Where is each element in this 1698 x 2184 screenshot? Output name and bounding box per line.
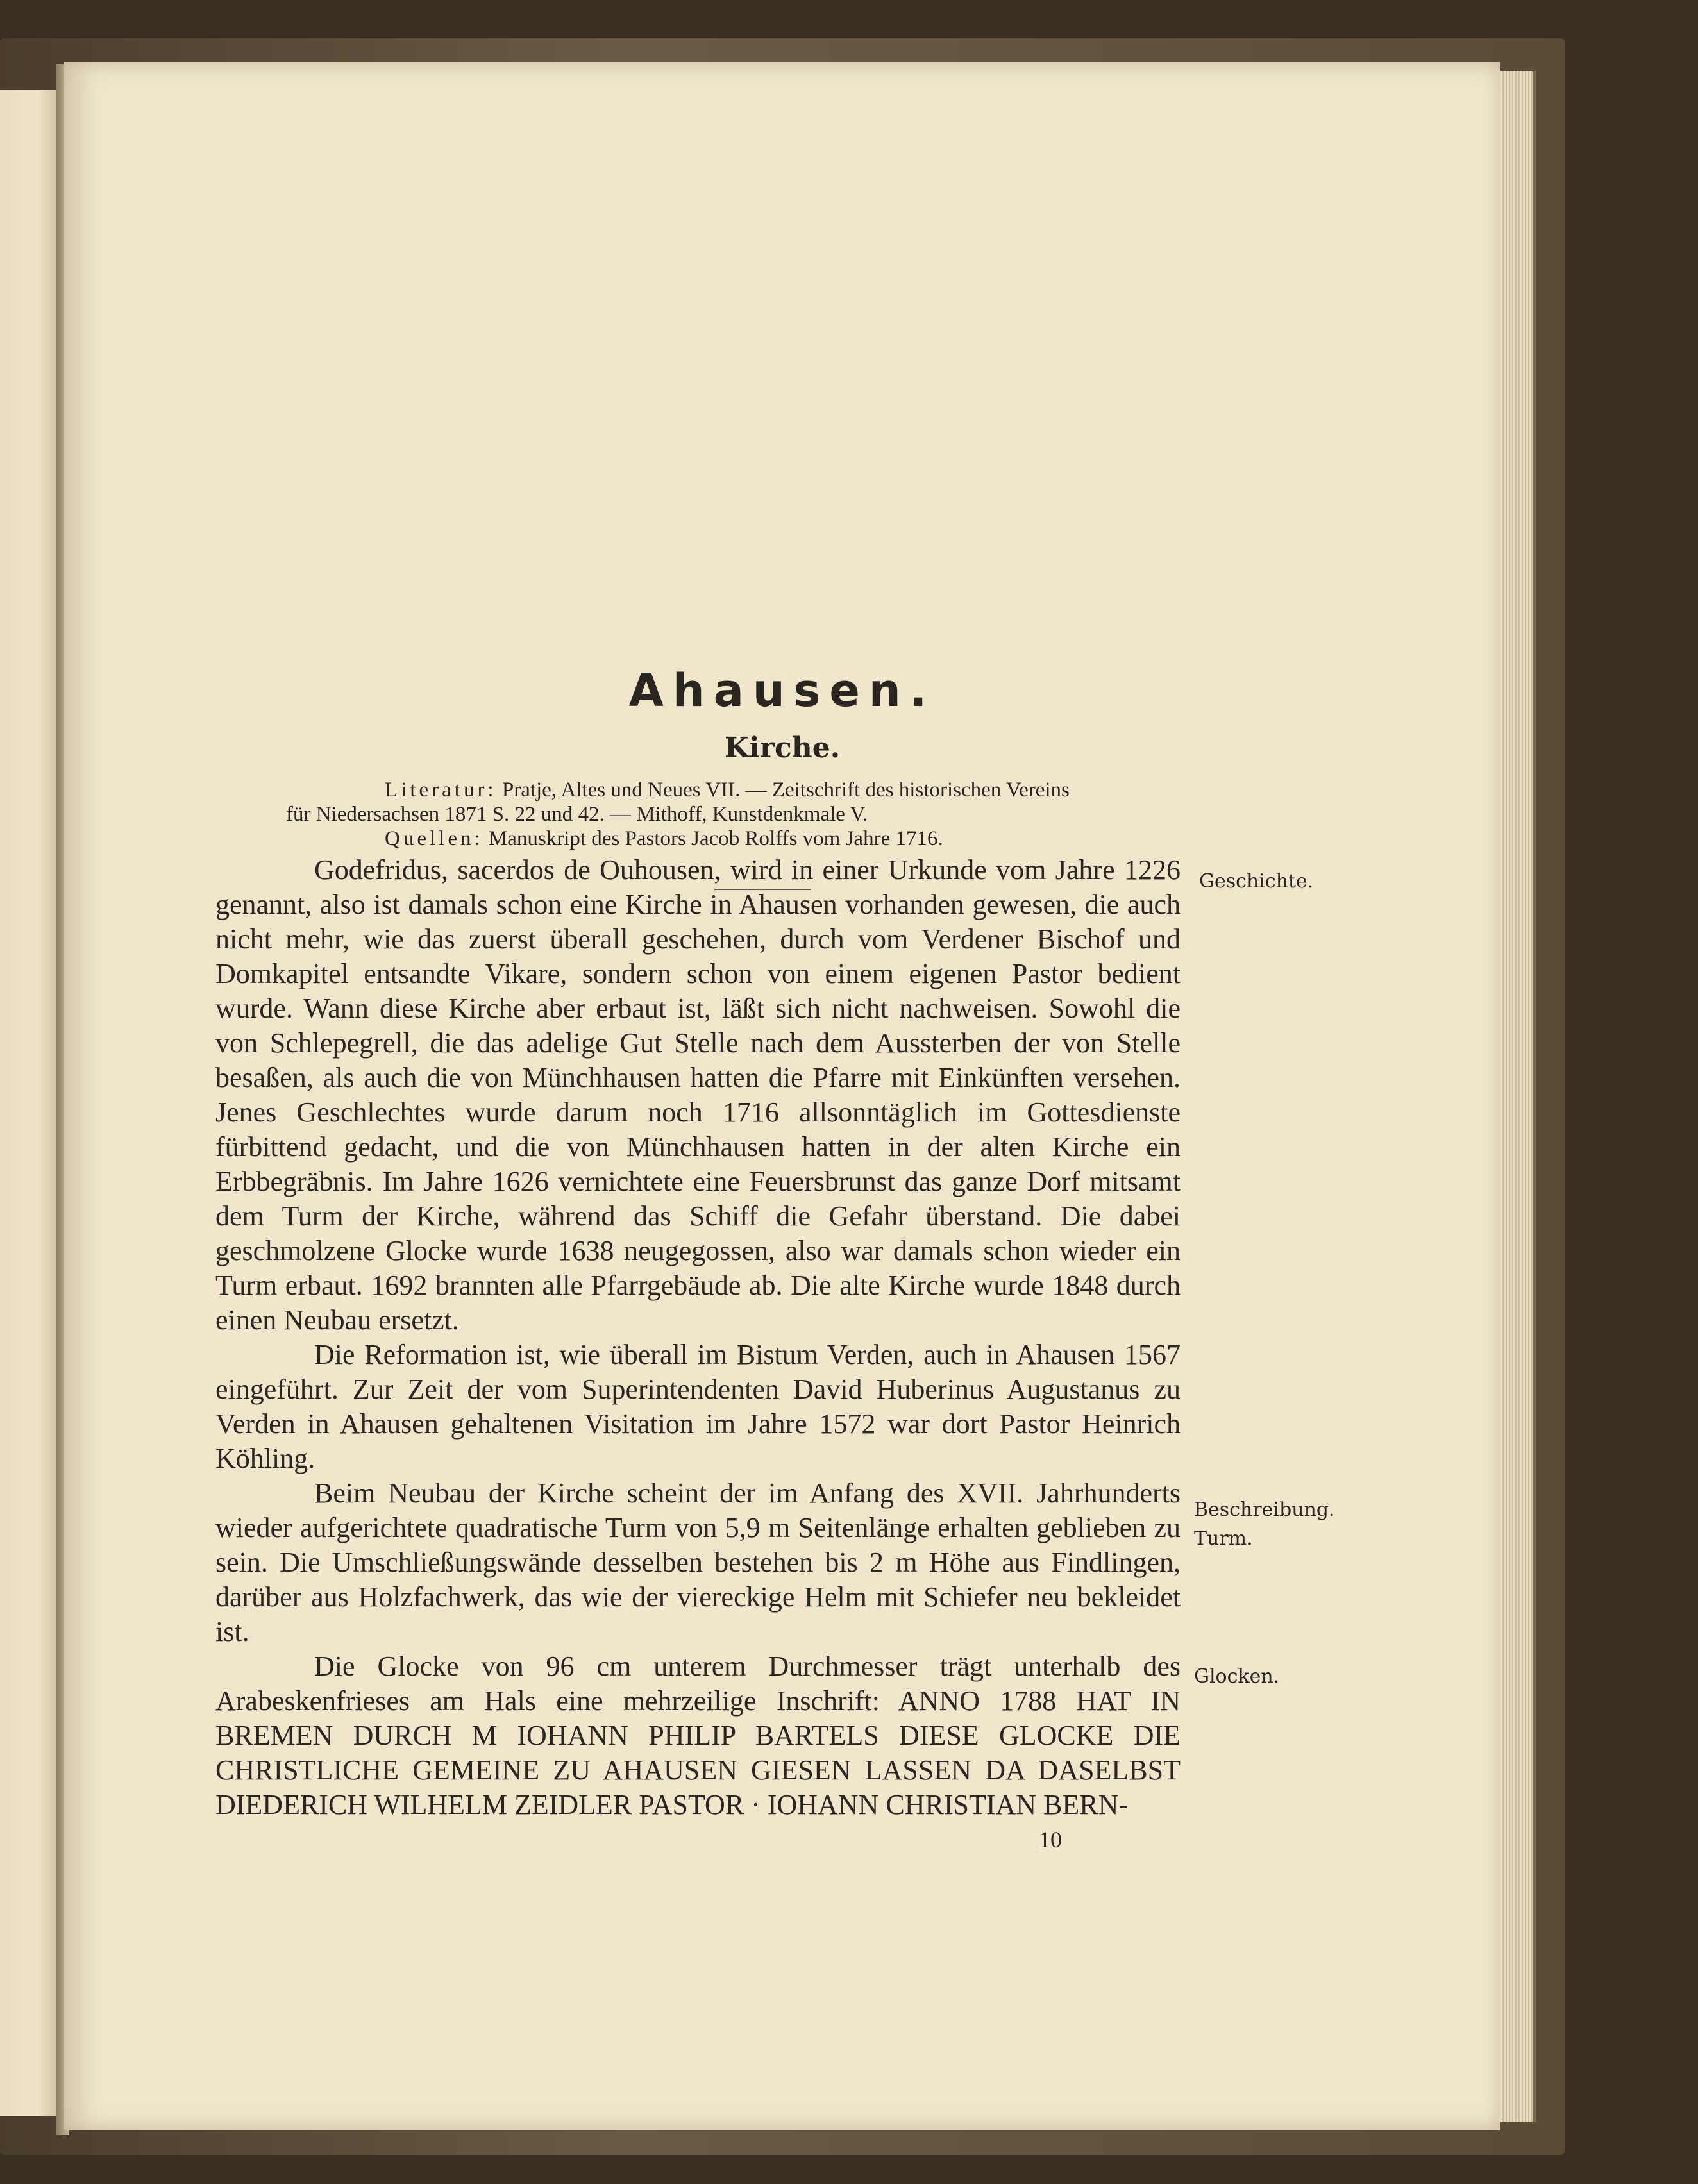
paragraph-history: Godefridus, sacerdos de Ouhousen, wird in einer Urkunde vom Jahre 1226 genannt, also ist damals schon eine Kirche in Ahausen vorhanden gewesen, die auch nicht mehr, wie das zuerst überall geschehen, durch vom Verdener Bischof und Domkapitel entsandte Vikare, sondern schon von einem eigenen Pastor bedient wurde. Wann diese Kirche aber erbaut ist, läßt sich nicht nachweisen. Sowohl die von Schlepegrell, die das adelige Gut Stelle nach dem Aussterben der von Stelle besaßen, als auch die von Münchhausen hatten die Pfarre mit Einkünften versehen. Jenes Geschlechtes wurde darum noch 1716 allsonntäglich im Gottesdienste fürbittend gedacht, und die von Münchhausen hatten in der alten Kirche ein Erbbegräbnis. Im Jahre 1626 vernichtete eine Feuersbrunst das ganze Dorf mitsamt dem Turm der Kirche, während das Schiff die Gefahr überstand. Die dabei geschmolzene Glocke wurde 1638 neugegossen, also war damals schon wieder ein Turm erbaut. 1692 brannten alle Pfarrgebäude ab. Die alte Kirche wurde 1848 durch einen Neubau ersetzt.: [215, 854, 1181, 1336]
literature-text-1: Pratje, Altes und Neues VII. — Zeitschrift des historischen Vereins: [501, 778, 1070, 802]
section-subtitle: Kirche.: [724, 732, 841, 764]
sources-label: Quellen:: [385, 827, 483, 850]
page-title: Ahausen.: [628, 664, 936, 717]
margin-note-geschichte: Geschichte.: [1199, 870, 1314, 893]
paragraph-reformation: Die Reformation ist, wie überall im Bistum Verden, auch in Ahausen 1567 eingeführt. Zur Zeit der vom Superintendenten David Huberinus Augustanus zu Verden in Ahausen gehaltenen Visitation im Jahre 1572 war dort Pastor Heinrich Köhling.: [215, 1339, 1181, 1474]
literature-block: [286, 778, 1248, 851]
paragraph-bells: Die Glocke von 96 cm unterem Durchmesser trägt unterhalb des Arabeskenfrieses am Hals eine mehrzeilige Inschrift: ANNO 1788 HAT IN BREMEN DURCH M IOHANN PHILIP BARTELS DIESE GLOCKE DIE CHRISTLICHE GEMEINE ZU AHAUSEN GIESEN LASSEN DA DASELBST DIEDERICH WILHELM ZEIDLER PASTOR · IOHANN CHRISTIAN BERN-: [215, 1651, 1181, 1820]
margin-note-glocken: Glocken.: [1194, 1665, 1280, 1688]
literature-label: Literatur:: [385, 778, 497, 802]
paragraph-description: Beim Neubau der Kirche scheint der im Anfang des XVII. Jahrhunderts wieder aufgerichtete quadratische Turm von 5,9 m Seitenlänge erhalten geblieben zu sein. Die Umschließungswände desselben bestehen bis 2 m Höhe aus Findlingen, darüber aus Holzfachwerk, das wie der viereckige Helm mit Schiefer neu bekleidet ist.: [215, 1477, 1181, 1647]
sources-text: Manuskript des Pastors Jacob Rolffs vom Jahre 1716.: [488, 827, 943, 850]
margin-note-beschreibung: Beschreibung.: [1194, 1499, 1335, 1521]
book-page: [64, 62, 1500, 2130]
left-page-edge: [0, 90, 62, 2116]
page-number: 10: [1039, 1827, 1062, 1852]
body-text: [215, 853, 1181, 1822]
sources-line: [286, 827, 1248, 851]
literature-line-1: [286, 778, 1248, 802]
margin-note-turm: Turm.: [1194, 1527, 1253, 1550]
literature-line-2: für Niedersachsen 1871 S. 22 und 42. — Mithoff, Kunstdenkmale V.: [286, 803, 868, 826]
